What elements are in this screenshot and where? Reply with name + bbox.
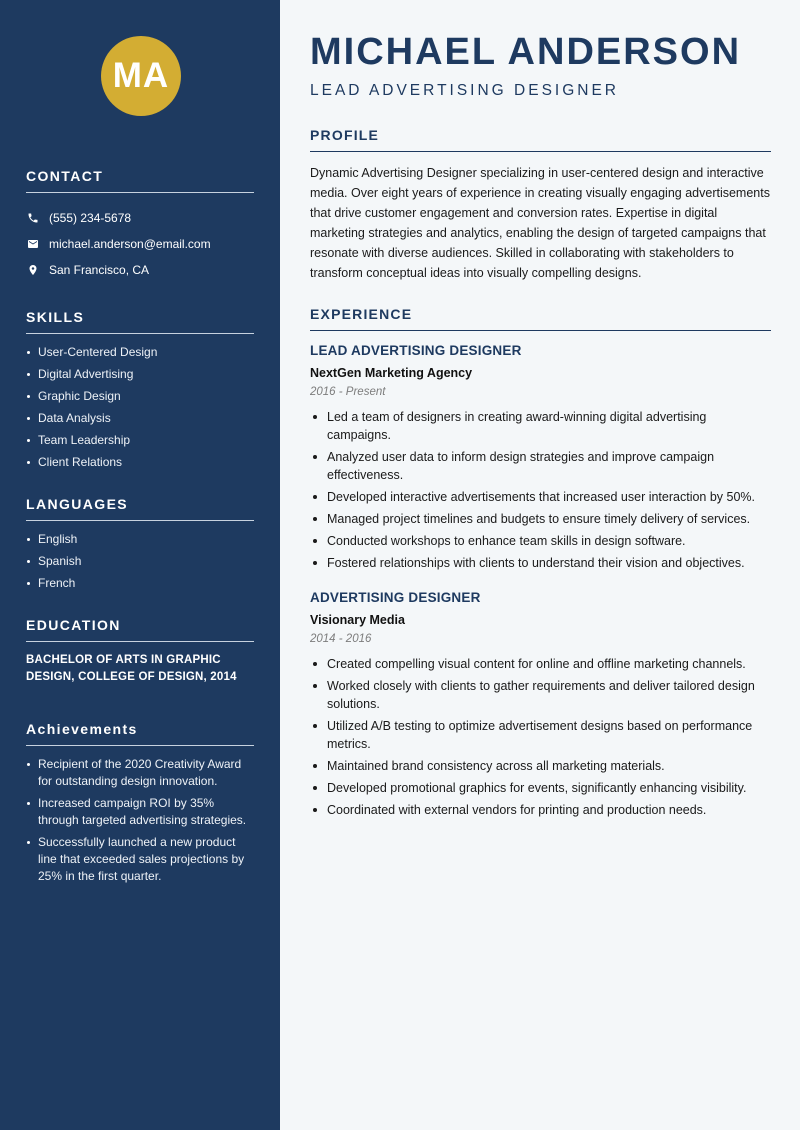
job-bullets (310, 655, 771, 819)
job-dates: 2016 - Present (310, 386, 386, 398)
language-item: Spanish (26, 553, 254, 570)
education-degree: BACHELOR OF ARTS IN GRAPHIC DESIGN, COLLEGE OF DESIGN, 2014 (26, 654, 237, 683)
job-bullet: Utilized A/B testing to optimize advertisement designs based on performance metrics. (310, 717, 771, 753)
profile-text: Dynamic Advertising Designer specializing in user-centered design and interactive media. Over eight years of experience in creating visually engaging advertisements that drive customer engagement and conversion rates. Expertise in digital marketing strategies and analytics, enabling the design of targeted campaigns that resonate with diverse audiences. Skilled in collaborating with stakeholders to transform conceptual ideas into visually compelling designs. (310, 166, 770, 280)
main-content (280, 0, 800, 1130)
job-bullet: Analyzed user data to inform design strategies and improve campaign effectiveness. (310, 448, 771, 484)
achievements-list (26, 756, 254, 885)
job-company: Visionary Media (310, 613, 405, 627)
skill-item: Digital Advertising (26, 366, 254, 383)
skills-section (26, 309, 254, 471)
location-pin-icon (26, 263, 40, 277)
email-text[interactable]: michael.anderson@email.com (49, 237, 211, 251)
email-icon (26, 237, 40, 251)
contact-email (26, 231, 254, 257)
experience-section (310, 306, 771, 819)
job-entry (310, 343, 771, 572)
language-item: French (26, 575, 254, 592)
avatar: MA (101, 36, 181, 116)
skill-item: User-Centered Design (26, 344, 254, 361)
achievement-item: Recipient of the 2020 Creativity Award for outstanding design innovation. (26, 756, 254, 790)
education-title: EDUCATION (26, 617, 254, 642)
job-bullet: Coordinated with external vendors for printing and production needs. (310, 801, 771, 819)
contact-phone (26, 205, 254, 231)
location-text: San Francisco, CA (49, 263, 150, 277)
phone-icon (26, 211, 40, 225)
achievements-title: Achievements (26, 721, 254, 746)
education-section (26, 617, 254, 686)
contact-title: CONTACT (26, 168, 254, 193)
job-bullet: Managed project timelines and budgets to ensure timely delivery of services. (310, 510, 771, 528)
job-bullets (310, 408, 771, 572)
achievement-item: Successfully launched a new product line that exceeded sales projections by 25% in the first quarter. (26, 834, 254, 885)
skill-item: Data Analysis (26, 410, 254, 427)
job-bullet: Developed interactive advertisements that increased user interaction by 50%. (310, 488, 771, 506)
language-item: English (26, 531, 254, 548)
job-entry (310, 590, 771, 819)
skills-list (26, 344, 254, 471)
achievement-item: Increased campaign ROI by 35% through targeted advertising strategies. (26, 795, 254, 829)
candidate-name: MICHAEL ANDERSON (310, 31, 742, 73)
contact-section (26, 168, 254, 283)
contact-list (26, 205, 254, 283)
candidate-role: LEAD ADVERTISING DESIGNER (310, 82, 619, 99)
job-dates: 2014 - 2016 (310, 633, 372, 645)
profile-section (310, 127, 771, 283)
job-bullet: Maintained brand consistency across all marketing materials. (310, 757, 771, 775)
skill-item: Team Leadership (26, 432, 254, 449)
job-bullet: Led a team of designers in creating award-winning digital advertising campaigns. (310, 408, 771, 444)
job-bullet: Worked closely with clients to gather requirements and deliver tailored design solutions. (310, 677, 771, 713)
job-title: LEAD ADVERTISING DESIGNER (310, 343, 522, 358)
phone-text[interactable]: (555) 234-5678 (49, 211, 132, 225)
job-bullet: Fostered relationships with clients to understand their vision and objectives. (310, 554, 771, 572)
achievements-section (26, 721, 254, 885)
job-bullet: Created compelling visual content for online and offline marketing channels. (310, 655, 771, 673)
experience-title: EXPERIENCE (310, 306, 771, 331)
job-company: NextGen Marketing Agency (310, 366, 473, 380)
job-bullet: Conducted workshops to enhance team skills in design software. (310, 532, 771, 550)
job-bullet: Developed promotional graphics for events, significantly enhancing visibility. (310, 779, 771, 797)
contact-location (26, 257, 254, 283)
skill-item: Client Relations (26, 454, 254, 471)
sidebar (0, 0, 280, 1130)
skills-title: SKILLS (26, 309, 254, 334)
skill-item: Graphic Design (26, 388, 254, 405)
profile-title: PROFILE (310, 127, 771, 152)
languages-title: LANGUAGES (26, 496, 254, 521)
job-title: ADVERTISING DESIGNER (310, 590, 481, 605)
languages-list (26, 531, 254, 592)
languages-section (26, 496, 254, 592)
